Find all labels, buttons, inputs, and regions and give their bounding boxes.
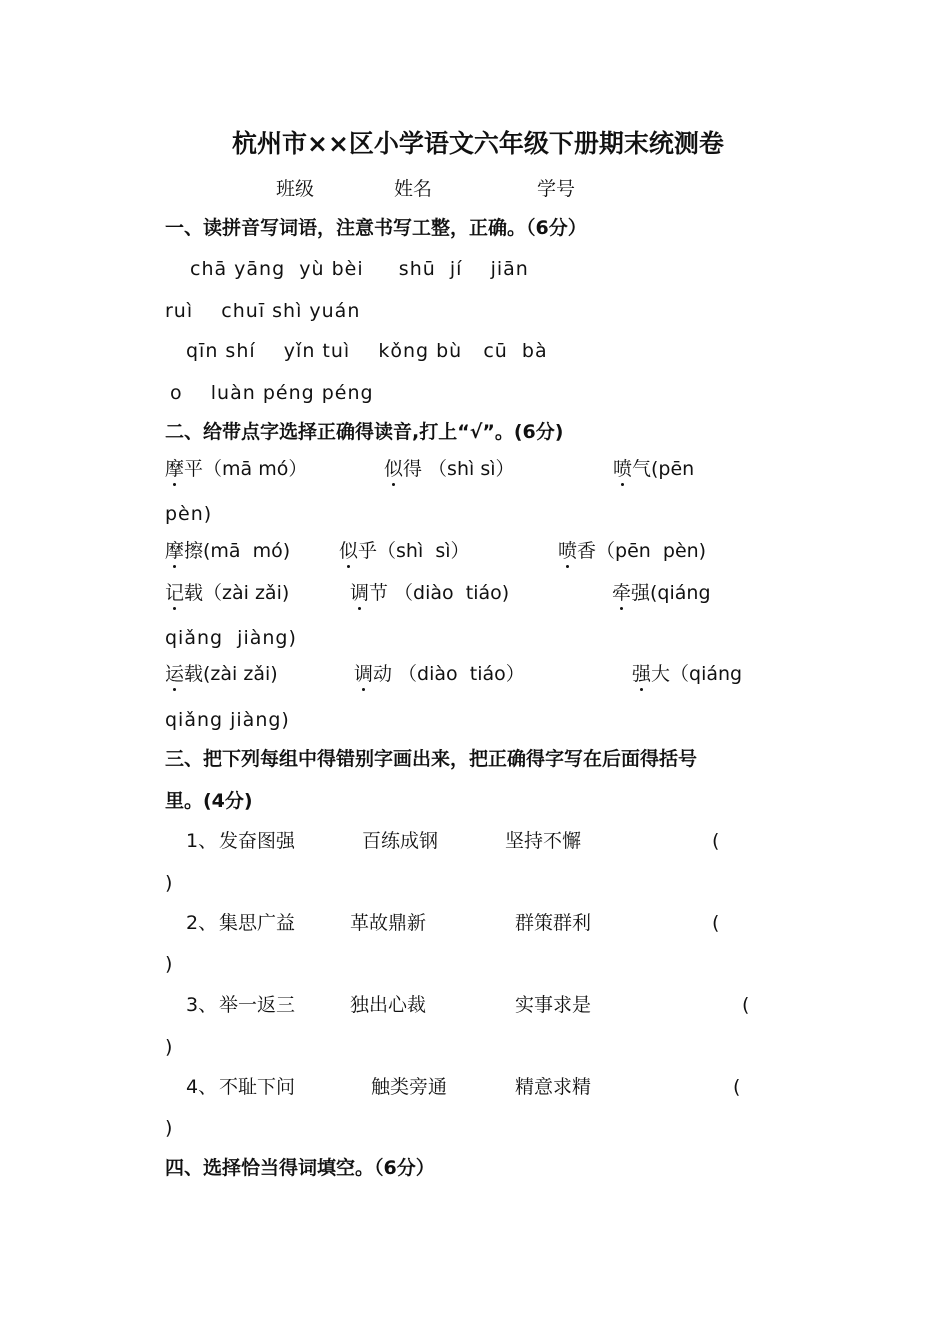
choice-wrap: qiǎng jiàng)	[165, 627, 297, 649]
choice-item: 似得 （shì sì）	[384, 458, 515, 480]
answer-paren-open: (	[742, 994, 750, 1016]
dotted-char: 似	[384, 458, 404, 480]
idiom: 独出心裁	[350, 994, 427, 1016]
idiom: 精意求精	[515, 1076, 592, 1098]
page-title: 杭州市××区小学语文六年级下册期末统测卷	[232, 129, 724, 158]
dotted-char: 摩	[165, 458, 185, 480]
choice-item: 调节 （diào tiáo)	[350, 582, 510, 604]
answer-paren-open: (	[712, 830, 720, 852]
item-number: 1、	[186, 830, 218, 852]
dotted-char: 似	[339, 540, 359, 562]
choice-item: 喷香（pēn pèn)	[558, 540, 707, 562]
item-number: 3、	[186, 994, 218, 1016]
idiom: 发奋图强	[219, 830, 296, 852]
choice-item: 喷气(pēn	[613, 458, 695, 480]
dotted-char: 运	[165, 663, 185, 685]
choice-wrap: pèn)	[165, 503, 213, 525]
choice-item: 调动 （diào tiáo）	[354, 663, 525, 685]
idiom: 坚持不懈	[505, 830, 582, 852]
choice-item: 牵强(qiáng	[612, 582, 711, 604]
section-1-heading: 一、读拼音写词语，注意书写工整，正确。（6分）	[165, 217, 587, 239]
idiom: 实事求是	[515, 994, 592, 1016]
choice-item: 摩擦(mā mó)	[165, 540, 291, 562]
pinyin-line-3: qīn shí yǐn tuì kǒng bù cū bà	[186, 340, 548, 362]
idiom: 群策群利	[515, 912, 592, 934]
choice-item: 强大（qiáng	[632, 663, 743, 685]
dotted-char: 牵	[612, 582, 632, 604]
idiom: 革故鼎新	[350, 912, 427, 934]
answer-paren-close: )	[165, 872, 173, 894]
idiom: 百练成钢	[362, 830, 439, 852]
idiom: 举一返三	[219, 994, 296, 1016]
answer-paren-close: )	[165, 1036, 173, 1058]
item-number: 2、	[186, 912, 218, 934]
dotted-char: 记	[165, 582, 185, 604]
dotted-char: 调	[350, 582, 370, 604]
pinyin-line-1: chā yāng yù bèi shū jí jiān	[190, 258, 529, 280]
section-4-heading: 四、选择恰当得词填空。（6分）	[165, 1157, 435, 1179]
answer-paren-close: )	[165, 1117, 173, 1139]
choice-wrap: qiǎng jiàng)	[165, 709, 290, 731]
idiom: 集思广益	[219, 912, 296, 934]
dotted-char: 喷	[558, 540, 578, 562]
answer-paren-close: )	[165, 953, 173, 975]
answer-paren-open: (	[733, 1076, 741, 1098]
dotted-char: 摩	[165, 540, 185, 562]
choice-item: 记载（zài zǎi)	[165, 582, 290, 604]
choice-item: 似乎（shì sì）	[339, 540, 470, 562]
choice-item: 摩平（mā mó）	[165, 458, 308, 480]
idiom: 触类旁通	[371, 1076, 448, 1098]
pinyin-line-2: ruì chuī shì yuán	[165, 300, 361, 322]
dotted-char: 喷	[613, 458, 633, 480]
item-number: 4、	[186, 1076, 218, 1098]
name-label: 姓名	[394, 178, 433, 200]
section-3-heading-cont: 里。(4分)	[165, 790, 253, 812]
dotted-char: 调	[354, 663, 374, 685]
section-2-heading: 二、给带点字选择正确得读音,打上“√”。(6分)	[165, 421, 564, 443]
pinyin-line-4: o luàn péng péng	[170, 382, 374, 404]
student-id-label: 学号	[537, 178, 576, 200]
answer-paren-open: (	[712, 912, 720, 934]
choice-item: 运载(zài zǎi)	[165, 663, 278, 685]
idiom: 不耻下问	[219, 1076, 296, 1098]
class-label: 班级	[276, 178, 315, 200]
section-3-heading: 三、把下列每组中得错别字画出来，把正确得字写在后面得括号	[165, 748, 698, 770]
dotted-char: 强	[632, 663, 652, 685]
